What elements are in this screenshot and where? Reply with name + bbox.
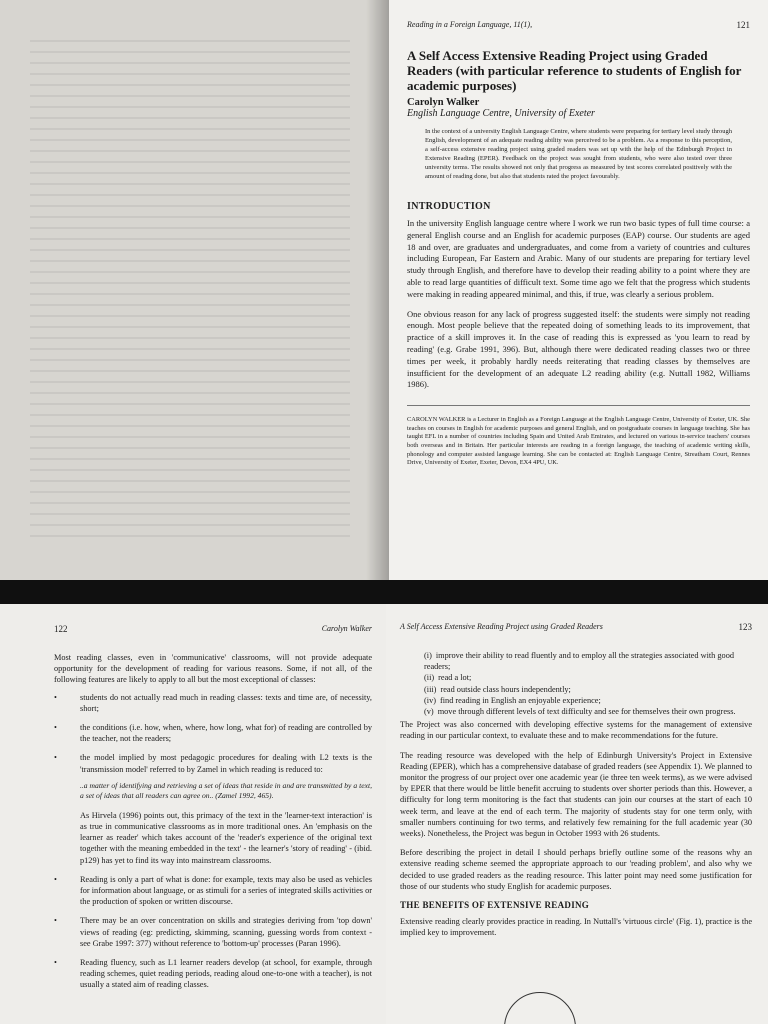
list-item: • students do not actually read much in reading classes: texts and time are, of necessity, short; [54, 692, 372, 714]
page-number: 121 [736, 20, 750, 30]
bleed-through-texture [30, 40, 350, 540]
spine-shadow [366, 0, 389, 580]
page-number: 123 [738, 622, 752, 632]
article-title: A Self Access Extensive Reading Project using Graded Readers (with particular reference to students of English for academic purposes) [407, 48, 742, 93]
aim-item [424, 672, 752, 683]
aim-number: (ii) [424, 673, 435, 683]
intro-paragraph: Most reading classes, even in 'communicative' classrooms, will not provide adequate opportunity for the development of reading for various reasons. Some, if not all, of the following features are likely to apply to all but the most exceptional of classes: [54, 653, 372, 685]
intro-paragraph-2: One obvious reason for any lack of progress suggested itself: the students were simply not reading enough. Most people believe that the repeated doing of something leads to its improvement, that practice of a skill improves it. In the case of reading this is expressed as 'you learn to read by reading' (e.g. Grabe 1991, 396). But, although there were dedicated reading classes two or three times per week, it probably hardly needs reiterating that reading classes by themselves are insufficient for the development of an adequate L2 reading ability (e.g. Nuttall 1982, Williams 1986). [407, 308, 750, 390]
management-paragraph: The Project was also concerned with developing effective systems for the management of extensive reading in our particular context, to evaluate these and to make recommendations for the future. [400, 720, 752, 741]
features-list [54, 692, 372, 775]
footnote-divider [407, 405, 750, 406]
running-header [54, 624, 372, 634]
zamel-quotation: ..a matter of identifying and retrieving a set of ideas that reside in and are transmitted by a text, a set of ideas that all readers can agree on.. (Zamel 1992, 465). [80, 780, 372, 801]
aim-number: (iv) [424, 695, 436, 705]
page-123 [386, 604, 768, 1024]
title-running-head: A Self Access Extensive Reading Project using Graded Readers [400, 622, 603, 631]
aim-item [424, 650, 752, 672]
aims-list [424, 650, 752, 717]
aim-text: move through different levels of text difficulty and see for themselves their own progress. [437, 707, 736, 717]
list-item: • Reading is only a part of what is done: for example, texts may also be used as vehicles for information about language, or as stimuli for a series of integrated skills activities or the production of spoken or written discourse. [54, 874, 372, 908]
page-122 [0, 604, 386, 1024]
figure-circle-fragment [504, 992, 576, 1024]
page-121 [389, 0, 768, 580]
abstract: In the context of a university English Language Centre, where students were preparing for tertiary level study through English, development of an adequate reading ability was perceived to be a problem. As a response to this perception, a self-access extensive reading project using graded readers was set up with the help of the Edinburgh Project in Extensive Reading (EPER). Feedback on the project was sought from students, who were also tested over three university terms. The results showed not only that progress as measured by test scores correlated positively with the amount of reading done, but also that students rated the project favourably. [425, 128, 732, 180]
aim-text: find reading in English an enjoyable experience; [439, 695, 601, 705]
intro-paragraph-1: In the university English language centre where I work we run two basic types of full time course: a general English course and an English for academic purposes (EAP) course. Our students are aged 18 and over, are graduates and undergraduates, and come from a variety of countries and cultures including European, Far Eastern and Arabic. Many of our students are preparing for tertiary level study through English, and therefore have to develop their reading ability to a point where they are able to read large quantities of difficult text. Some time ago we felt that the progress which students were making in reading appeared minimal, and this, if true, was clearly a serious problem. [407, 218, 750, 299]
list-item: • Reading fluency, such as L1 learner readers develop (at school, for example, through reading schemes, quiet reading periods, reading aloud one-to-one with a teacher), is not usually a stated aim of reading classes. [54, 957, 372, 991]
aim-number: (iii) [424, 684, 437, 694]
author-name: Carolyn Walker [407, 97, 480, 108]
author-bio-footnote: CAROLYN WALKER is a Lecturer in English as a Foreign Language at the English Language Centre, University of Exeter, UK. She teaches on courses in English for academic purposes and general English, and on postgraduate courses in language teaching. She has taught EFL in a number of countries including Spain and United Arab Emirates, and lectured on various in-service teachers' courses both overseas and in Britain. Her particular interests are reading in a foreign language, the teaching of academic writing skills, phonology and computer assisted language learning. She can be contacted at: English Language Centre, Streatham Court, Rennes Drive, University of Exeter, Exeter, Devon, EX4 4PU, UK. [407, 416, 750, 467]
running-header [400, 622, 752, 632]
section-heading-benefits: THE BENEFITS OF EXTENSIVE READING [400, 900, 590, 911]
aim-number: (v) [424, 707, 434, 717]
aim-text: improve their ability to read fluently and to employ all the strategies associated with good readers; [424, 651, 734, 672]
section-heading-introduction: INTRODUCTION [407, 201, 491, 212]
aim-number: (i) [424, 651, 432, 660]
aim-item [424, 684, 752, 695]
running-header [407, 20, 750, 30]
features-list-continued [54, 874, 372, 991]
aim-item [424, 706, 752, 717]
aim-item [424, 695, 752, 706]
resource-paragraph: The reading resource was developed with the help of Edinburgh University's Project in Extensive Reading (EPER), which has a comprehensive database of graded readers (see Appendix 1). We planned to monitor the progress of our project over one academic year (ie three ten week terms), as we were advised by EPER that there would be little benefit accruing to students over shorter periods than this. However, a difficulty for long term monitoring is the fact that students can join our courses at the start of each 10 week term, and leave at the end of each term. The majority of students stay for one term only, with smaller numbers continuing for two terms, and relatively few remaining for the full academic year (30 weeks). Nonetheless, the Project was begun in October 1993 with 26 students. [400, 750, 752, 839]
list-item: • the model implied by most pedagogic procedures for dealing with L2 texts is the 'transmission model' referred to by Zamel in which reading is reduced to: [54, 752, 372, 774]
reasons-paragraph: Before describing the project in detail I should perhaps briefly outline some of the reasons why an extensive reading scheme seemed the appropriate approach to our 'reading problem', and also why we decided to use graded readers as the reading resource. This latter point may need some justification for those of our students who study English for academic purposes. [400, 848, 752, 891]
list-item: • the conditions (i.e. how, when, where, how long, what for) of reading are controlled by the teacher, not the readers; [54, 722, 372, 744]
author-running-head: Carolyn Walker [321, 624, 372, 633]
aim-text: read a lot; [438, 673, 472, 683]
author-affiliation: English Language Centre, University of Exeter [407, 108, 595, 119]
journal-running-head: Reading in a Foreign Language, 11(1), [407, 20, 533, 29]
hirvela-paragraph: As Hirvela (1996) points out, this primacy of the text in the 'learner-text interaction' is as true in communicative classrooms as in more traditional ones. An 'emphasis on the learner as reader' which takes account of the 'reader's experience of the original text together with the meaning embedded in the text' - the learner's 'story of reading' - (ibid. p129) has yet to find its way into mainstream classrooms. [80, 810, 372, 865]
top-left-page [0, 0, 389, 580]
benefits-paragraph: Extensive reading clearly provides practice in reading. In Nuttall's 'virtuous circle' (Fig. 1), practice is the implied key to improvement. [400, 917, 752, 938]
page-number: 122 [54, 624, 68, 634]
aim-text: read outside class hours independently; [440, 684, 571, 694]
list-item: • There may be an over concentration on skills and strategies deriving from 'top down' views of reading (eg: predicting, skimming, scanning, guessing words from context - see Grabe 1997: 377) without reference to 'bottom-up' processes (Paran 1996). [54, 915, 372, 949]
